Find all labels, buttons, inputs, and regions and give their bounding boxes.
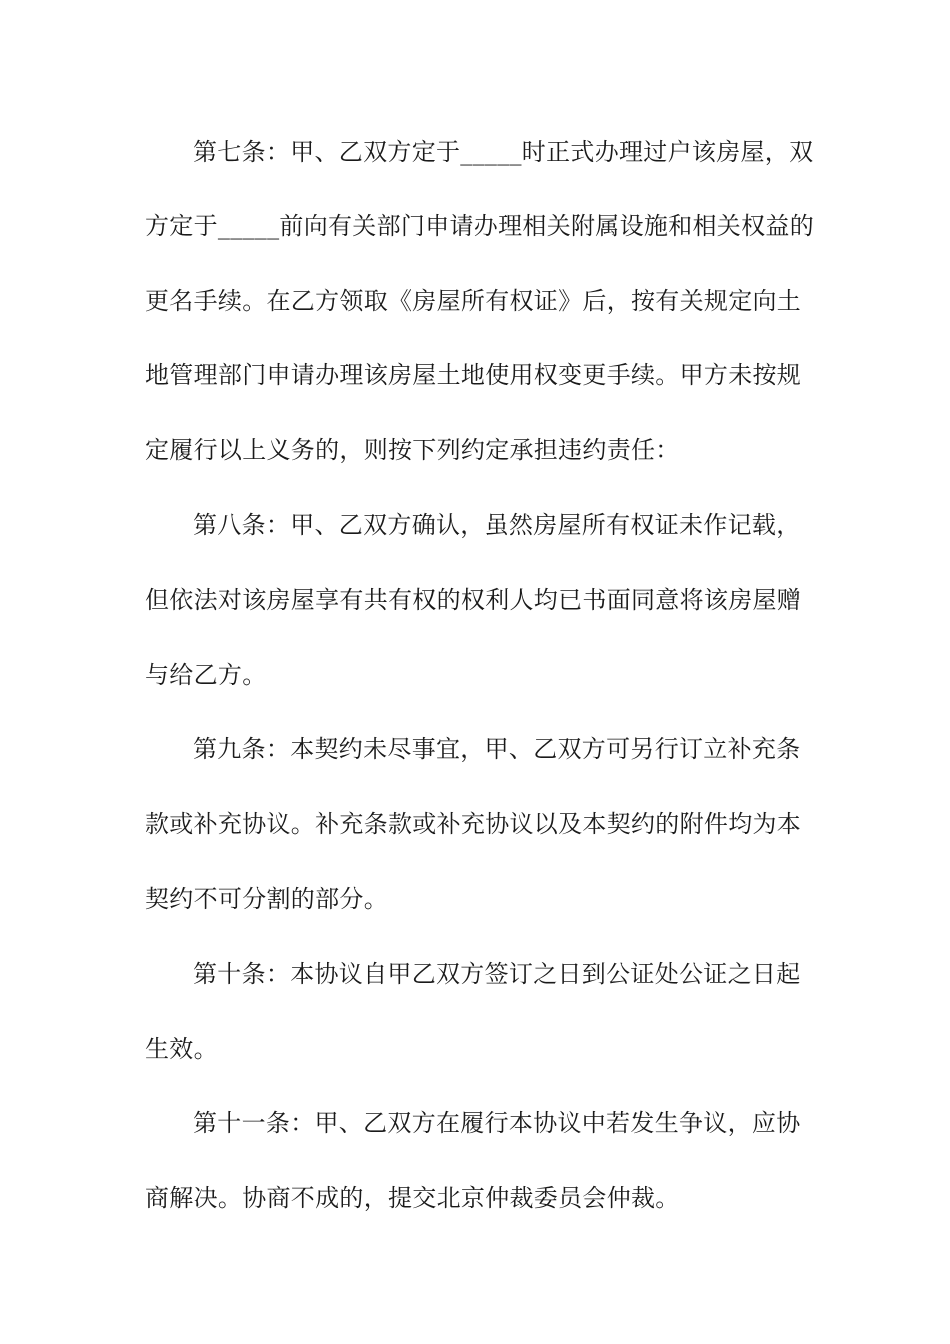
- article-7-line-3: 更名手续。在乙方领取《房屋所有权证》后，按有关规定向土: [145, 287, 802, 315]
- article-9-line-1: 第九条：本契约未尽事宜，甲、乙双方可另行订立补充条: [193, 735, 801, 763]
- article-7-line-4: 地管理部门申请办理该房屋土地使用权变更手续。甲方未按规: [145, 361, 802, 389]
- article-10-line-1: 第十条：本协议自甲乙双方签订之日到公证处公证之日起: [193, 960, 801, 988]
- article-9-line-2: 款或补充协议。补充条款或补充协议以及本契约的附件均为本: [145, 810, 802, 838]
- article-8-line-3: 与给乙方。: [145, 661, 267, 689]
- article-8-line-2: 但依法对该房屋享有共有权的权利人均已书面同意将该房屋赠: [145, 586, 802, 614]
- article-11-line-1: 第十一条：甲、乙双方在履行本协议中若发生争议，应协: [193, 1109, 801, 1137]
- article-7-line-5: 定履行以上义务的，则按下列约定承担违约责任：: [145, 436, 680, 464]
- article-7-line-1: 第七条：甲、乙双方定于_____时正式办理过户该房屋，双: [193, 138, 814, 166]
- article-8-line-1: 第八条：甲、乙双方确认，虽然房屋所有权证未作记载，: [193, 511, 801, 539]
- article-10-line-2: 生效。: [145, 1035, 218, 1063]
- article-7-line-2: 方定于_____前向有关部门申请办理相关附属设施和相关权益的: [145, 212, 814, 240]
- article-9-line-3: 契约不可分割的部分。: [145, 885, 388, 913]
- article-11-line-2: 商解决。协商不成的，提交北京仲裁委员会仲裁。: [145, 1184, 680, 1212]
